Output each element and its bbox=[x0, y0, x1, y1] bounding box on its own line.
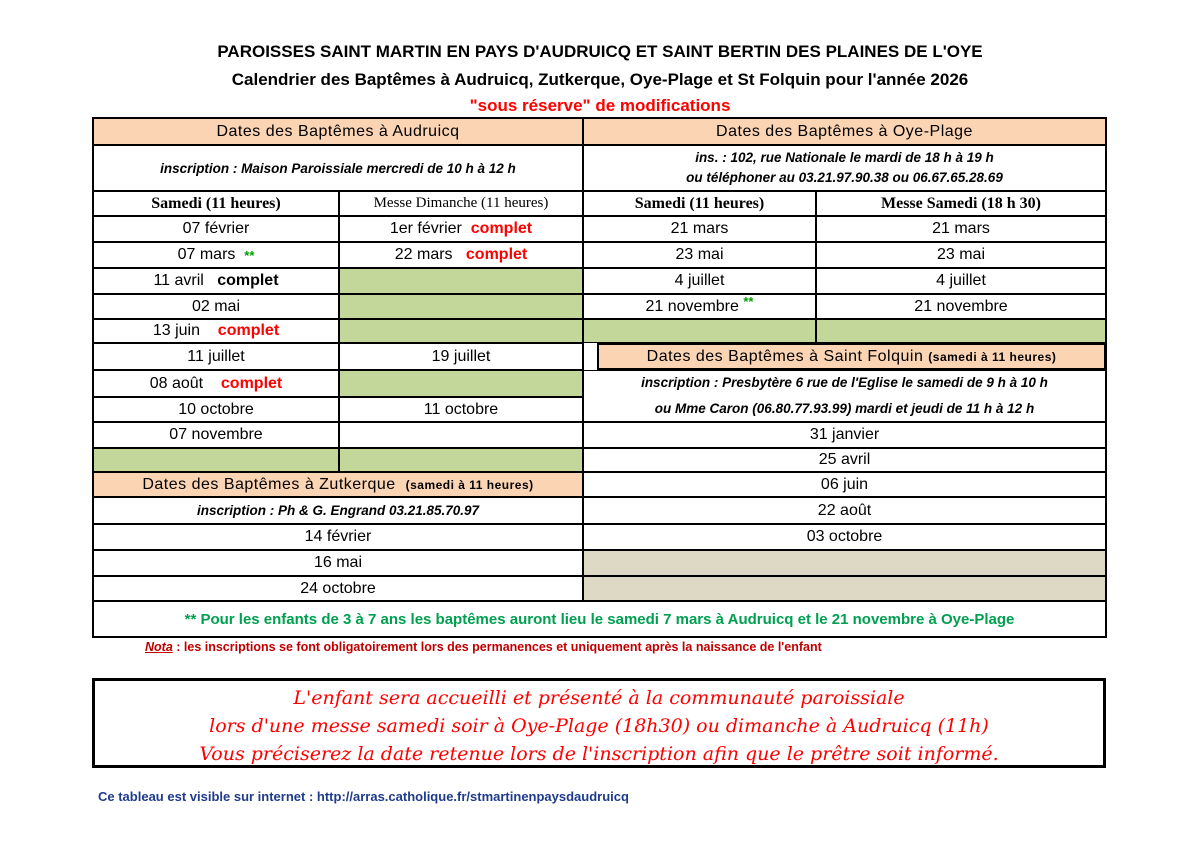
table-row bbox=[583, 268, 816, 294]
nota-label: Nota bbox=[145, 640, 173, 654]
date-cell: 25 avril bbox=[818, 451, 871, 468]
reserve-notice: "sous réserve" de modifications bbox=[469, 96, 731, 115]
table-row bbox=[816, 294, 1106, 319]
date-cell: 07 novembre bbox=[169, 426, 263, 443]
table-row bbox=[93, 397, 339, 422]
table-row bbox=[339, 242, 583, 268]
footer-link[interactable]: Ce tableau est visible sur internet : http://arras.catholique.fr/stmartinenpaysdaudruicq bbox=[98, 789, 629, 804]
date-cell: 16 mai bbox=[313, 554, 363, 571]
date-cell: 4 juillet bbox=[936, 272, 986, 289]
table-row bbox=[93, 319, 339, 343]
table-row bbox=[339, 343, 583, 370]
table-row bbox=[583, 497, 1106, 524]
welcome-box bbox=[92, 678, 1106, 768]
date-cell: 02 mai bbox=[191, 297, 241, 315]
table-row bbox=[93, 268, 339, 294]
audruicq-inscription: inscription : Maison Paroissiale mercredi de 10 h à 12 h bbox=[93, 145, 583, 191]
date-cell: 23 mai bbox=[675, 246, 724, 263]
folquin-title: Dates des Baptêmes à Saint Folquin bbox=[646, 347, 924, 365]
star-marker: ** bbox=[244, 247, 255, 263]
oye-col-messe: Messe Samedi (18 h 30) bbox=[816, 191, 1106, 216]
table-row bbox=[583, 422, 1106, 448]
table-row bbox=[583, 448, 1106, 472]
date-cell: 11 juillet bbox=[187, 347, 245, 365]
folquin-inscription bbox=[583, 370, 1106, 422]
page-subtitle: Calendrier des Baptêmes à Audruicq, Zutkerque, Oye-Plage et St Folquin pour l'année 2026 bbox=[231, 70, 969, 89]
oye-inscription bbox=[583, 145, 1106, 191]
table-row bbox=[583, 216, 816, 242]
complet-badge: complet bbox=[220, 374, 283, 392]
empty-cell bbox=[583, 550, 1106, 576]
audruicq-col-dimanche: Messe Dimanche (11 heures) bbox=[339, 191, 583, 216]
table-row bbox=[93, 343, 339, 370]
empty-cell bbox=[339, 448, 583, 472]
zutkerque-inscription: inscription : Ph & G. Engrand 03.21.85.70.97 bbox=[93, 497, 583, 524]
table-row bbox=[339, 397, 583, 422]
date-cell: 21 mars bbox=[932, 220, 990, 237]
page-title: PAROISSES SAINT MARTIN EN PAYS D'AUDRUICQ ET SAINT BERTIN DES PLAINES DE L'OYE bbox=[217, 42, 983, 61]
date-cell: 4 juillet bbox=[674, 272, 725, 289]
complet-badge: complet bbox=[470, 220, 533, 237]
welcome-line-1: L'enfant sera accueilli et présenté à la communauté paroissiale bbox=[293, 687, 905, 709]
date-cell: 13 juin bbox=[152, 322, 201, 339]
folquin-header bbox=[597, 343, 1106, 370]
date-cell: 21 mars bbox=[670, 220, 729, 237]
audruicq-col-samedi: Samedi (11 heures) bbox=[93, 191, 339, 216]
date-cell: 08 août bbox=[149, 374, 204, 392]
empty-cell bbox=[816, 319, 1106, 343]
zutkerque-title-small: (samedi à 11 heures) bbox=[405, 477, 534, 492]
table-row bbox=[93, 524, 583, 550]
empty-cell bbox=[93, 448, 339, 472]
children-note-text: ** Pour les enfants de 3 à 7 ans les baptêmes auront lieu le samedi 7 mars à Audruicq et le 21 novembre à Oye-Plage bbox=[184, 610, 1015, 628]
zutkerque-title: Dates des Baptêmes à Zutkerque bbox=[142, 475, 396, 493]
table-row bbox=[816, 242, 1106, 268]
table-row bbox=[93, 216, 339, 242]
oye-col-samedi: Samedi (11 heures) bbox=[583, 191, 816, 216]
date-cell: 1er février bbox=[389, 220, 462, 237]
date-cell: 23 mai bbox=[936, 246, 986, 263]
folquin-title-small: (samedi à 11 heures) bbox=[928, 349, 1057, 364]
complet-badge: complet bbox=[217, 322, 280, 339]
date-cell: 07 mars bbox=[177, 246, 236, 263]
zutkerque-header bbox=[93, 472, 583, 497]
table-row bbox=[93, 550, 583, 576]
table-row bbox=[93, 576, 583, 601]
table-row bbox=[93, 422, 339, 448]
table-row bbox=[583, 242, 816, 268]
date-cell: 11 avril bbox=[153, 272, 204, 289]
empty-cell bbox=[339, 422, 583, 448]
date-cell: 06 juin bbox=[820, 475, 869, 493]
date-cell: 03 octobre bbox=[806, 528, 883, 545]
date-cell: 11 octobre bbox=[423, 400, 499, 418]
empty-cell bbox=[339, 370, 583, 397]
complet-badge: complet bbox=[465, 246, 528, 263]
table-row bbox=[583, 294, 816, 319]
date-cell: 21 novembre bbox=[645, 297, 739, 315]
table-row bbox=[339, 216, 583, 242]
folquin-inscription-line1: inscription : Presbytère 6 rue de l'Eglise le samedi de 9 h à 10 h bbox=[641, 375, 1048, 390]
date-cell: 19 juillet bbox=[431, 347, 491, 365]
oye-header: Dates des Baptêmes à Oye-Plage bbox=[583, 118, 1106, 145]
empty-cell bbox=[583, 576, 1106, 601]
date-cell: 24 octobre bbox=[300, 579, 376, 597]
date-cell: 31 janvier bbox=[809, 426, 880, 443]
welcome-line-3: Vous préciserez la date retenue lors de l'inscription afin que le prêtre soit informé. bbox=[199, 743, 999, 765]
empty-cell bbox=[339, 319, 583, 343]
nota-text: : les inscriptions se font obligatoirement lors des permanences et uniquement après la naissance de l'enfant bbox=[172, 640, 822, 654]
empty-cell bbox=[583, 319, 816, 343]
table-row bbox=[816, 268, 1106, 294]
complet-badge: complet bbox=[217, 272, 279, 289]
table-row bbox=[816, 216, 1106, 242]
date-cell: 21 novembre bbox=[914, 297, 1008, 315]
date-cell: 10 octobre bbox=[178, 400, 254, 418]
oye-inscription-line2: ou téléphoner au 03.21.97.90.38 ou 06.67.65.28.69 bbox=[686, 170, 1003, 185]
audruicq-header: Dates des Baptêmes à Audruicq bbox=[93, 118, 583, 145]
star-marker: ** bbox=[743, 294, 754, 309]
empty-cell bbox=[339, 294, 583, 319]
date-cell: 22 mars bbox=[394, 246, 453, 263]
date-cell: 22 août bbox=[817, 501, 872, 519]
table-row bbox=[93, 370, 339, 397]
nota-line bbox=[145, 640, 822, 654]
table-row bbox=[93, 294, 339, 319]
folquin-inscription-line2: ou Mme Caron (06.80.77.93.99) mardi et jeudi de 11 h à 12 h bbox=[654, 401, 1035, 416]
empty-cell bbox=[339, 268, 583, 294]
children-note bbox=[93, 601, 1106, 637]
oye-inscription-line1: ins. : 102, rue Nationale le mardi de 18 h à 19 h bbox=[695, 150, 994, 165]
welcome-line-2: lors d'une messe samedi soir à Oye-Plage (18h30) ou dimanche à Audruicq (11h) bbox=[209, 715, 989, 737]
table-row bbox=[583, 472, 1106, 497]
date-cell: 07 février bbox=[182, 220, 250, 237]
table-row bbox=[93, 242, 339, 268]
table-row bbox=[583, 524, 1106, 550]
date-cell: 14 février bbox=[304, 528, 372, 545]
